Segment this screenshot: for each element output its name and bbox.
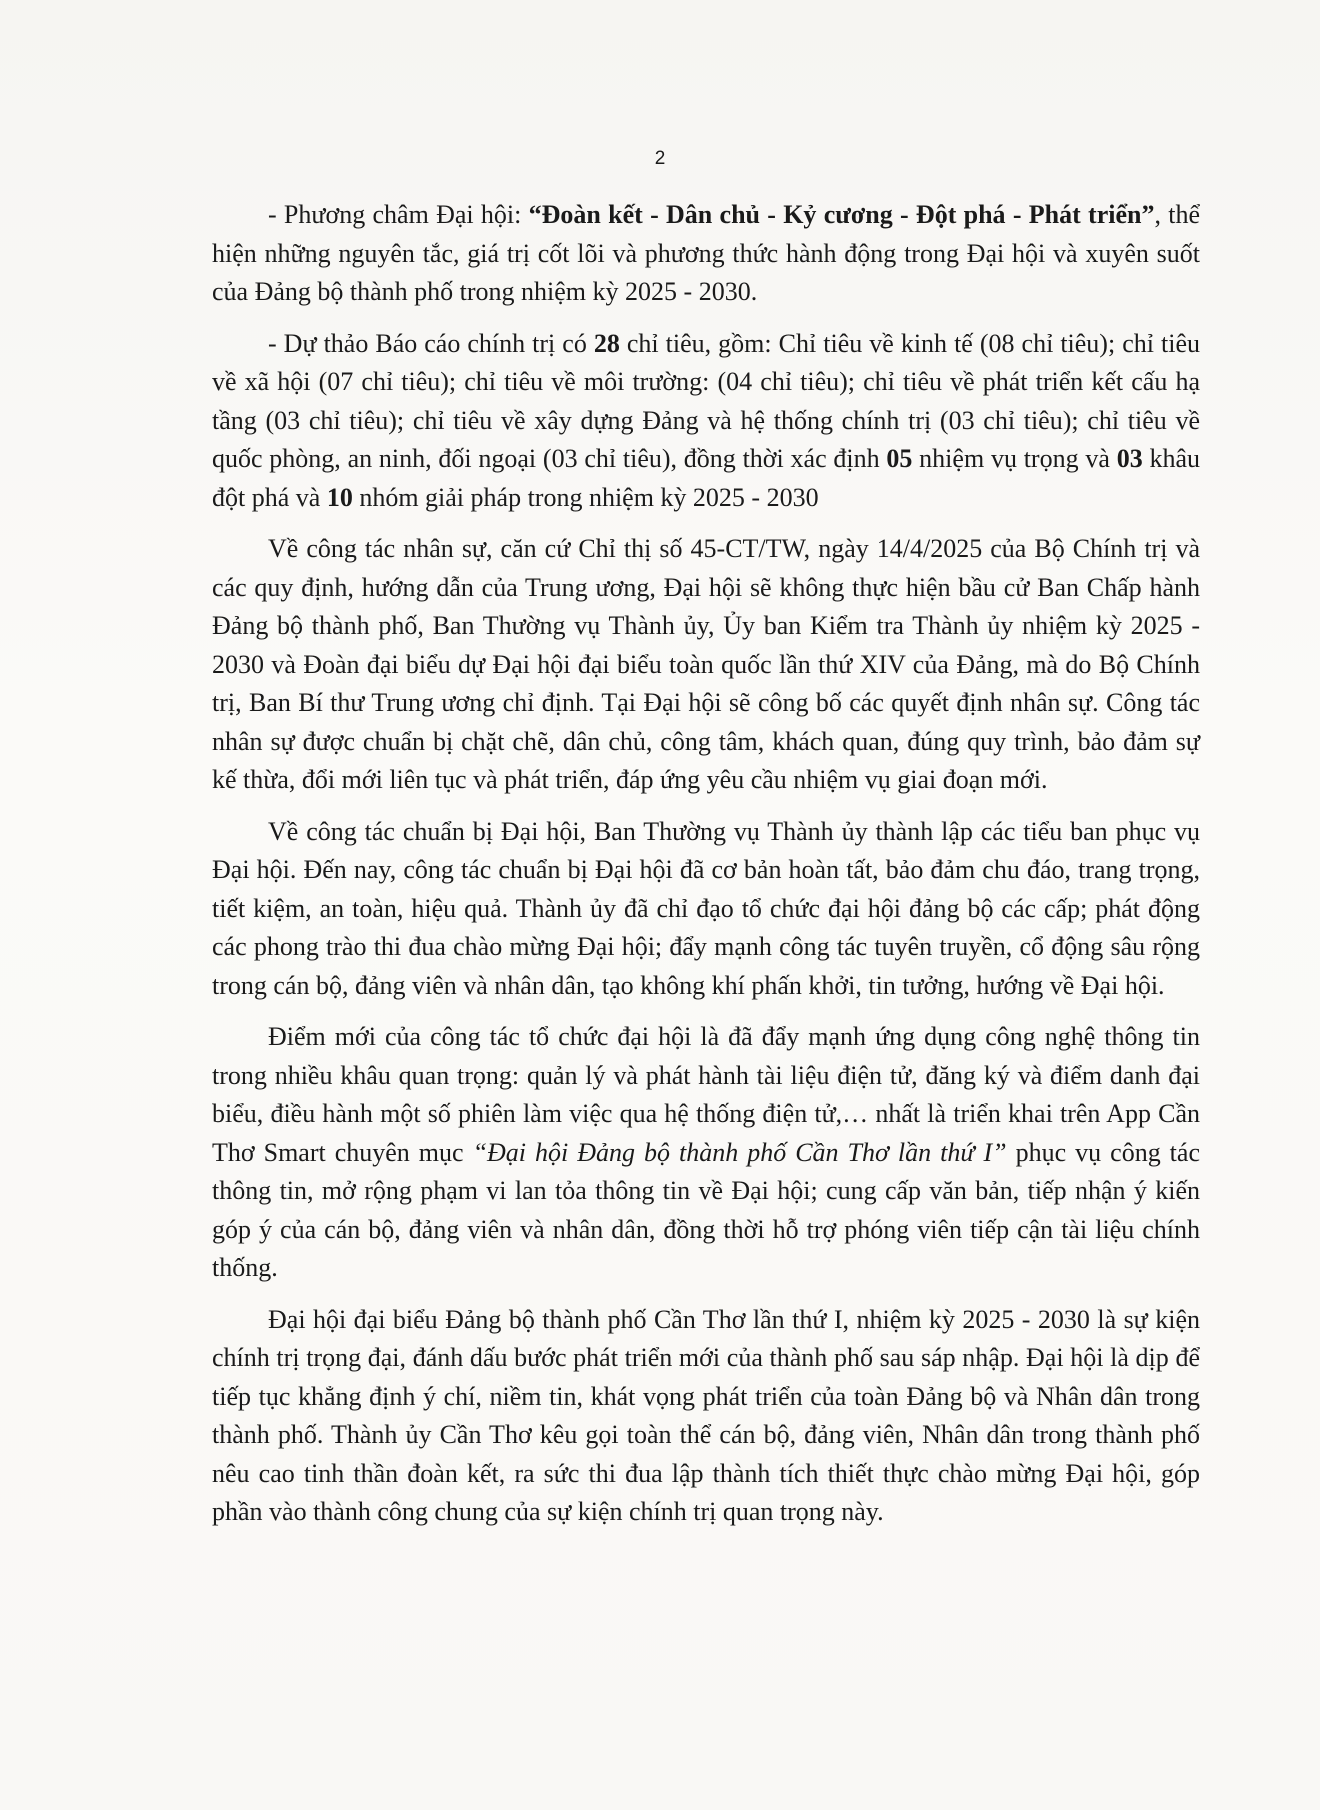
breakthrough-count: 03 [1116, 444, 1143, 473]
guideline-motto: “Đoàn kết - Dân chủ - Kỷ cương - Đột phá - Phát triển” [528, 200, 1155, 229]
guideline-intro: - Phương châm Đại hội: [268, 200, 529, 229]
page-number: 2 [654, 148, 666, 169]
paragraph-technology [212, 1018, 1200, 1288]
technology-section-name: “Đại hội Đảng bộ thành phố Cần Thơ lần thứ I” [472, 1137, 1007, 1167]
solutions-count: 10 [326, 482, 353, 512]
targets-text-2: chỉ tiêu, gồm: Chỉ tiêu về kinh tế (08 chỉ tiêu); chỉ tiêu về xã hội (07 chỉ tiêu); chỉ tiêu về môi trường: (04 chỉ tiêu); chỉ tiêu về phát triển kết cấu hạ tầng (03 chỉ tiêu); chỉ tiêu về xây dựng Đảng và hệ thống chính trị (03 chỉ tiêu); chỉ tiêu về quốc phòng, an ninh, đối ngoại (03 chỉ tiêu), đồng thời xác định [212, 328, 1200, 473]
paragraph-targets [212, 325, 1200, 518]
targets-text-4: khâu đột phá và [212, 444, 1200, 512]
paragraph-preparation: Về công tác chuẩn bị Đại hội, Ban Thường vụ Thành ủy thành lập các tiểu ban phục vụ Đại hội. Đến nay, công tác chuẩn bị Đại hội đã cơ bản hoàn tất, bảo đảm chu đáo, trang trọng, tiết kiệm, an toàn, hiệu quả. Thành ủy đã chỉ đạo tổ chức đại hội đảng bộ các cấp; phát động các phong trào thi đua chào mừng Đại hội; đẩy mạnh công tác tuyên truyền, cổ động sâu rộng trong cán bộ, đảng viên và nhân dân, tạo không khí phấn khởi, tin tưởng, hướng về Đại hội. [212, 816, 1200, 1000]
targets-text-1: - Dự thảo Báo cáo chính trị có [268, 328, 594, 358]
targets-text-5: nhóm giải pháp trong nhiệm kỳ 2025 - 2030 [352, 482, 819, 512]
technology-text-1: Điểm mới của công tác tổ chức đại hội là đã đẩy mạnh ứng dụng công nghệ thông tin trong nhiều khâu quan trọng: quản lý và phát hành tài liệu điện tử, đăng ký và điểm danh đại biểu, điều hành một số phiên làm việc qua hệ thống điện tử,… nhất là triển khai trên App Cần Thơ Smart chuyên mục [212, 1022, 1200, 1167]
document-body [212, 196, 1200, 1532]
tasks-count: 05 [886, 444, 913, 473]
targets-text-3: nhiệm vụ trọng và [912, 444, 1117, 473]
paragraph-conclusion: Đại hội đại biểu Đảng bộ thành phố Cần Thơ lần thứ I, nhiệm kỳ 2025 - 2030 là sự kiện chính trị trọng đại, đánh dấu bước phát triển mới của thành phố sau sáp nhập. Đại hội là dịp để tiếp tục khẳng định ý chí, niềm tin, khát vọng phát triển của toàn Đảng bộ và Nhân dân trong thành phố. Thành ủy Cần Thơ kêu gọi toàn thể cán bộ, đảng viên, Nhân dân trong thành phố nêu cao tinh thần đoàn kết, ra sức thi đua lập thành tích thiết thực chào mừng Đại hội, góp phần vào thành công chung của sự kiện chính trị quan trọng này. [212, 1304, 1200, 1526]
guideline-rest: , thể hiện những nguyên tắc, giá trị cốt lõi và phương thức hành động trong Đại hội và xuyên suốt của Đảng bộ thành phố trong nhiệm kỳ 2025 - 2030. [212, 200, 1201, 306]
paragraph-personnel: Về công tác nhân sự, căn cứ Chỉ thị số 45-CT/TW, ngày 14/4/2025 của Bộ Chính trị và các quy định, hướng dẫn của Trung ương, Đại hội sẽ không thực hiện bầu cử Ban Chấp hành Đảng bộ thành phố, Ban Thường vụ Thành ủy, Ủy ban Kiểm tra Thành ủy nhiệm kỳ 2025 - 2030 và Đoàn đại biểu dự Đại hội đại biểu toàn quốc lần thứ XIV của Đảng, mà do Bộ Chính trị, Ban Bí thư Trung ương chỉ định. Tại Đại hội sẽ công bố các quyết định nhân sự. Công tác nhân sự được chuẩn bị chặt chẽ, dân chủ, công tâm, khách quan, đúng quy trình, bảo đảm sự kế thừa, đổi mới liên tục và phát triển, đáp ứng yêu cầu nhiệm vụ giai đoạn mới. [212, 534, 1200, 794]
paragraph-guideline [212, 196, 1200, 312]
targets-count: 28 [593, 328, 620, 358]
technology-text-2: phục vụ công tác thông tin, mở rộng phạm vi lan tỏa thông tin về Đại hội; cung cấp văn bản, tiếp nhận ý kiến góp ý của cán bộ, đảng viên và nhân dân, đồng thời hỗ trợ phóng viên tiếp cận tài liệu chính thống. [212, 1137, 1200, 1282]
